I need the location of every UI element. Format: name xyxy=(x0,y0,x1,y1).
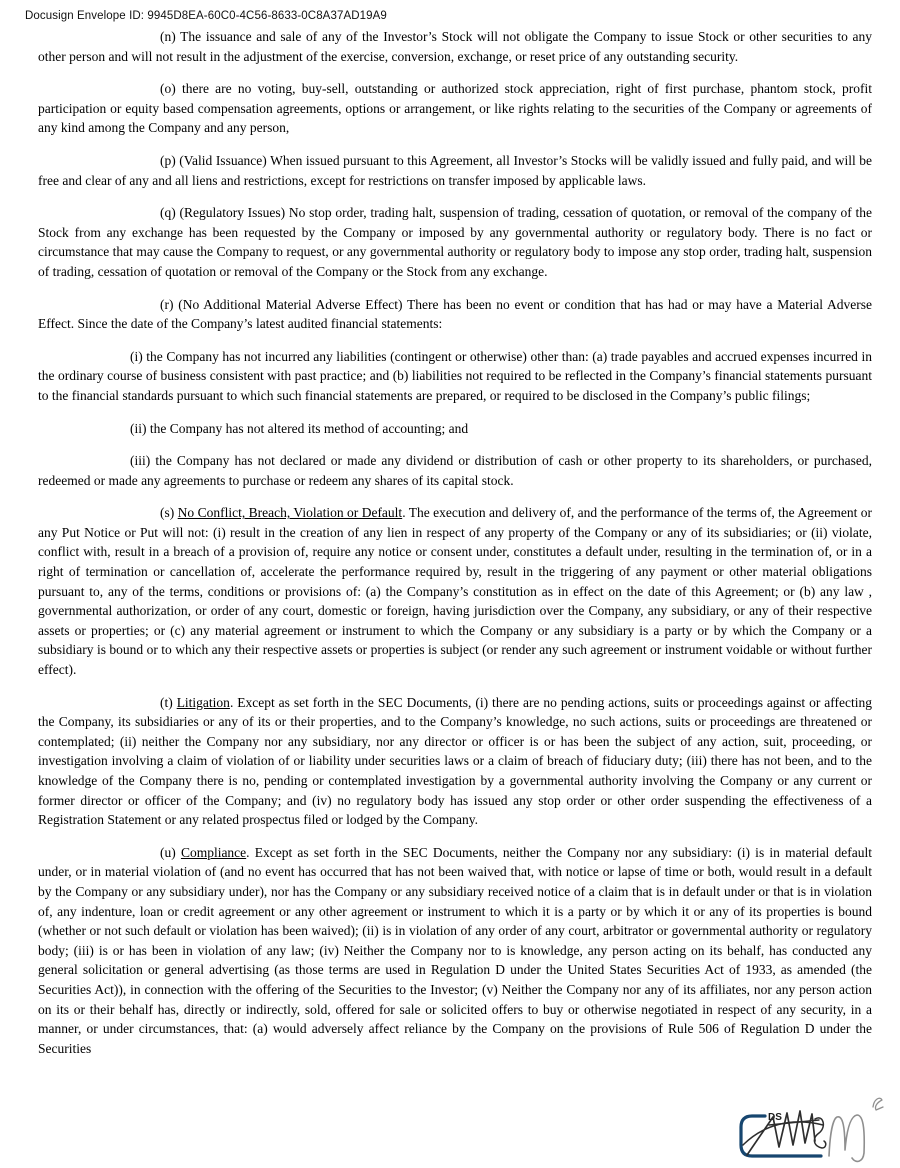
paragraph-o-text: (o) there are no voting, buy-sell, outstanding or authorized stock appreciation, right of first purchase, phantom stock, profit participation or equity based compensation agreements, options or arrangement, or like rights relating to the securities of the Company or agreements of any kind among the Company and any person, xyxy=(38,81,872,136)
paragraph-s xyxy=(38,503,872,679)
paragraph-ii-text: (ii) the Company has not altered its method of accounting; and xyxy=(130,420,469,436)
paragraph-s-text: . The execution and delivery of, and the performance of the terms of, the Agreement or any Put Notice or Put will not: (i) result in the creation of any lien in respect of any property of the Company or any of its subsidiaries; or (ii) violate, conflict with, result in a breach of a provision of, require any notice or consent under, constitutes a default under, resulting in the termination of, or in a right of termination or cancellation of, accelerate the performance required by, result in the triggering of any payment or other material obligations pursuant to, any of the terms, conditions or provisions of: (a) the Company’s constitution as in effect on the date of this Agreement; or (b) any law , governmental authorization, or order of any court, domestic or foreign, having jurisdiction over the Company, any subsidiary, or any of their respective assets or properties; or (c) any material agreement or instrument to which the Company or any subsidiary is a party or by which the Company or a subsidiary is bound or to which any their respective assets or properties is subject (or render any such agreement or instrument voidable or without further effect). xyxy=(38,505,872,678)
initials-scribble-icon xyxy=(743,1098,883,1161)
paragraph-s-heading: No Conflict, Breach, Violation or Default xyxy=(177,505,403,521)
paragraph-u-text: . Except as set forth in the SEC Documents, neither the Company nor any subsidiary: (i) is in material default under, or in material violation of (and no event has occurred that has not been waived that, with notice or lapse of time or both, would result in a default by the Company or any subsidiary under), nor has the Company or any subsidiary received notice of a claim that is in default under or that is in violation of, any indenture, loan or credit agreement or any other agreement or instrument to which it is a party or by which it or any of its properties is bound (whether or not such default or violation has been waived); (ii) is in violation of any order of any court, arbitrator or governmental authority or regulatory body; (iii) is or has been in violation of any law; (iv) Neither the Company nor to is knowledge, any person acting on its behalf, has conducted any general solicitation or general advertising (as those terms are used in Regulation D under the United States Securities Act of 1933, as amended (the Securities Act)), in connection with the offering of the Securities to the Investor; (v) Neither the Company nor any of its affiliates, nor any person action on its or their behalf has, directly or indirectly, sold, offered for sale or solicited offers to buy or otherwise negotiated in respect of any security, in a manner, or under circumstances, that: (a) would adversely affect reliance by the Company on the provisions of Rule 506 of Regulation D under the Securities xyxy=(38,844,872,1056)
paragraph-u-heading: Compliance xyxy=(180,844,247,860)
paragraph-q xyxy=(38,203,872,281)
document-body xyxy=(38,27,872,1058)
paragraph-i xyxy=(38,347,872,406)
paragraph-t-heading: Litigation xyxy=(176,694,230,710)
paragraph-r-text: (r) (No Additional Material Adverse Effect) There has been no event or condition that has had or may have a Material Adverse Effect. Since the date of the Company’s latest audited financial statements: xyxy=(38,296,872,332)
paragraph-u xyxy=(38,843,872,1059)
paragraph-o xyxy=(38,79,872,138)
paragraph-t-text: . Except as set forth in the SEC Documents, (i) there are no pending actions, suits or proceedings against or affecting the Company, its subsidiaries or any of its or their properties, and to the Company’s knowledge, no such actions, suits or proceedings are threatened or contemplated; (ii) neither the Company nor any subsidiary, nor any director or officer is or has been the subject of any action, suit, proceeding, or investigation involving a claim of violation of or liability under securities laws or a claim of breach of fiduciary duty; (iii) there has not been, and to the knowledge of the Company there is no, pending or contemplated investigation by a governmental authority involving the Company or any current or former director or officer of the Company; and (iv) no regulatory body has issued any stop order or other order suspending the effectiveness of a Registration Statement or any related prospectus filed or lodged by the Company. xyxy=(38,694,872,828)
paragraph-q-text: (q) (Regulatory Issues) No stop order, trading halt, suspension of trading, cessation of quotation, or removal of the company of the Stock from any exchange has been requested by the Company or imposed by any governmental authority or regulatory body. There is no fact or circumstance that may cause the Company to request, or any governmental authority or regulatory body to impose any stop order, trading halt, suspension of trading, cessation of quotation or removal of the Company or the Stock from any exchange. xyxy=(38,205,872,279)
paragraph-i-text: (i) the Company has not incurred any liabilities (contingent or otherwise) other than: (a) trade payables and accrued expenses incurred in the ordinary course of business consistent with past practice; and (b) liabilities not required to be reflected in the Company’s financial statements pursuant to the financial standards pursuant to which such financial statements are prepared, or required to be disclosed in the Company’s public filings; xyxy=(38,348,872,403)
paragraph-u-prefix: (u) xyxy=(160,844,181,860)
paragraph-ii xyxy=(38,419,872,439)
paragraph-iii-text: (iii) the Company has not declared or made any dividend or distribution of cash or other property to its shareholders, or purchased, redeemed or made any agreements to purchase or redeem any shares of its capital stock. xyxy=(38,453,872,488)
paragraph-p-text: (p) (Valid Issuance) When issued pursuant to this Agreement, all Investor’s Stocks will be validly issued and fully paid, and will be free and clear of any and all liens and restrictions, except for restrictions on transfer imposed by applicable laws. xyxy=(38,152,872,188)
paragraph-r xyxy=(38,295,872,334)
paragraph-n-text: (n) The issuance and sale of any of the Investor’s Stock will not obligate the Company to issue Stock or other securities to any other person and will not result in the adjustment of the exercise, conversion, exchange, or reset price of any outstanding security. xyxy=(38,29,872,64)
stamp-label: DS xyxy=(768,1112,782,1123)
docusign-envelope-id: Docusign Envelope ID: 9945D8EA-60C0-4C56-8633-0C8A37AD19A9 xyxy=(25,10,387,22)
paragraph-n xyxy=(38,27,872,66)
docusign-initials-stamp xyxy=(733,1083,898,1168)
paragraph-iii xyxy=(38,451,872,490)
paragraph-t xyxy=(38,693,872,830)
paragraph-s-prefix: (s) xyxy=(160,505,178,521)
paragraph-t-prefix: (t) xyxy=(160,694,177,710)
paragraph-p xyxy=(38,151,872,190)
